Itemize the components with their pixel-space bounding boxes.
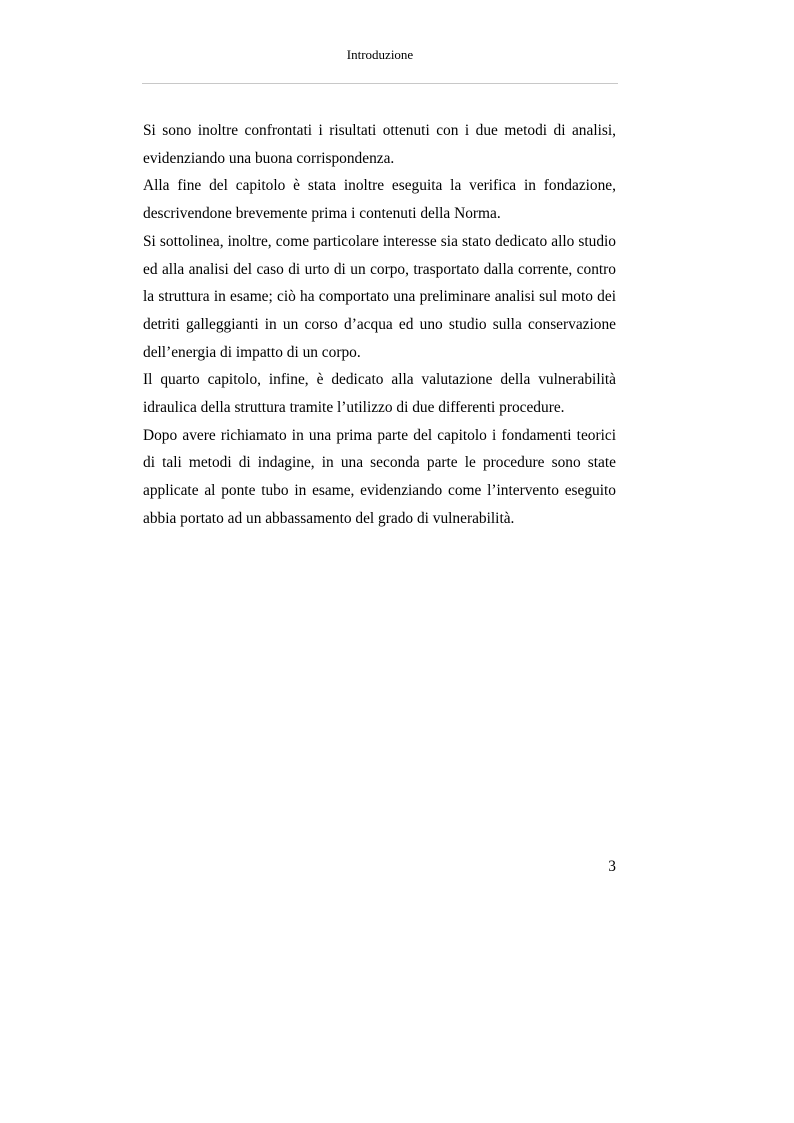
- paragraph: Alla fine del capitolo è stata inoltre eseguita la verifica in fondazione, descrivendone brevemente prima i contenuti della Norma.: [143, 177, 616, 223]
- page-body: [143, 117, 616, 533]
- header-divider: [142, 83, 618, 84]
- paragraph: Dopo avere richiamato in una prima parte del capitolo i fondamenti teorici di tali metodi di indagine, in una seconda parte le procedure sono state applicate al ponte tubo in esame, evidenziando come l’intervento eseguito abbia portato ad un abbassamento del grado di vulnerabilità.: [143, 426, 616, 527]
- paragraph: Si sottolinea, inoltre, come particolare interesse sia stato dedicato allo studio ed alla analisi del caso di urto di un corpo, trasportato dalla corrente, contro la struttura in esame; ciò ha comportato una preliminare analisi sul moto dei detriti galleggianti in un corso d’acqua ed uno studio sulla conservazione dell’energia di impatto di un corpo.: [143, 232, 616, 361]
- page-number: 3: [608, 858, 616, 875]
- paragraph: Il quarto capitolo, infine, è dedicato alla valutazione della vulnerabilità idraulica della struttura tramite l’utilizzo di due differenti procedure.: [143, 371, 616, 417]
- running-header: Introduzione: [346, 47, 414, 62]
- paragraph: Si sono inoltre confrontati i risultati ottenuti con i due metodi di analisi, evidenziando una buona corrispondenza.: [143, 122, 616, 167]
